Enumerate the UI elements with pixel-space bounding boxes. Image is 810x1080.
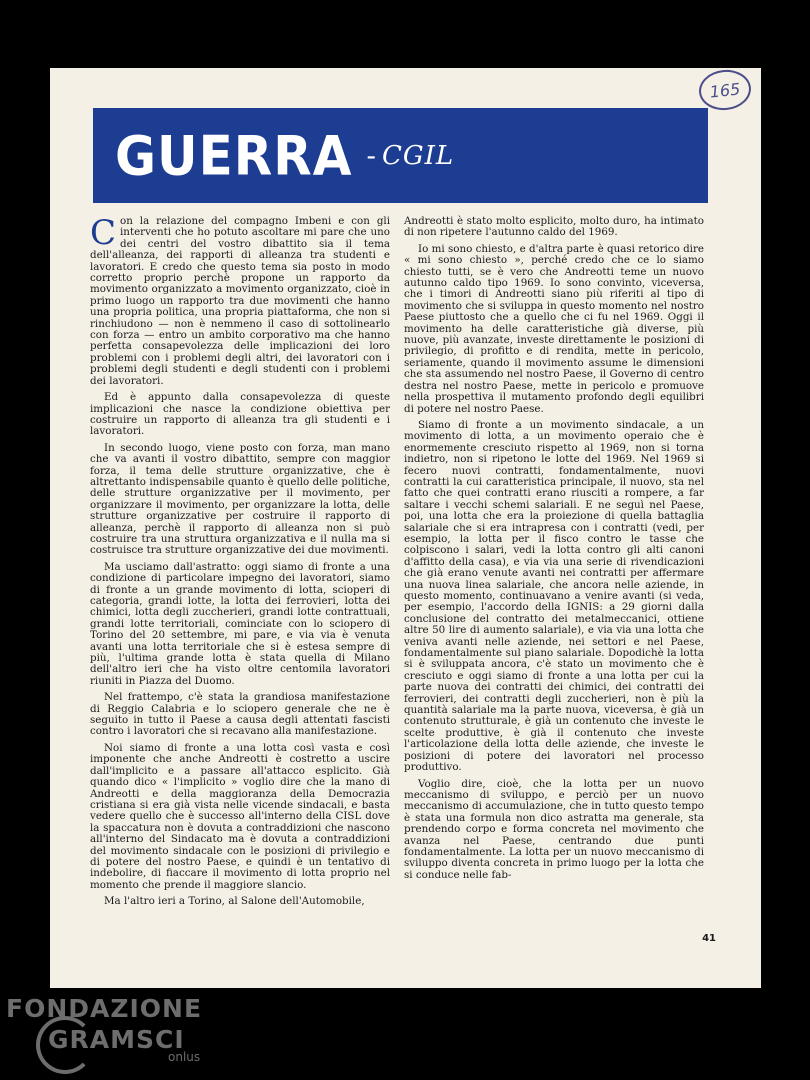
watermark-line2: GRAMSCI [48,1025,185,1054]
article-title: GUERRA [115,124,353,187]
paragraph: Con la relazione del compagno Imbeni e con gli interventi che ho potuto ascoltare mi pare che uno dei centri del vostro dibattito sia il tema dell'alleanza, dei rapporti di alleanza tra studenti e lavoratori. E credo che questo tema sia posto in modo corretto proprio perchè propone un rapporto da movimento organizzato a movimento organizzato, cioè in primo luogo un rapporto tra due movimenti che hanno una propria politica, una propria piattaforma, che non si rinchiudono — non è nemmeno il caso di sottolinearlo con forza — entro un ambito corporativo ma che hanno perfetta consapevolezza delle implicazioni dei loro problemi con i problemi degli altri, dei lavoratori con i problemi degli studenti e degli studenti con i problemi dei lavoratori. [90,213,390,387]
fondazione-gramsci-watermark [6,994,203,1064]
document-page [50,68,761,988]
paragraph: Io mi sono chiesto, e d'altra parte è quasi retorico dire « mi sono chiesto », perché credo che ce lo siamo chiesto tutti, se è vero che Andreotti teme un nuovo autunno caldo tipo 1969. Io sono convinto, viceversa, che i timori di Andreotti siano più riferiti al tipo di movimento che si sviluppa in questo momento nel nostro Paese piuttosto che a quello che ci fu nel 1969. Oggi il movimento ha delle caratteristiche già diverse, più nuove, più avanzate, investe direttamente le posizioni di privilegio, di profitto e di rendita, mette in pericolo, seriamente, quando il movimento assume le dimensioni che sta assumendo nel nostro Paese, il Governo di centro destra nel nostro Paese, mette in pericolo e promuove nella prospettiva il mutamento profondo degli equilibri di potere nel nostro Paese. [404,242,704,415]
watermark-suffix: onlus [168,1050,201,1064]
paragraph: Siamo di fronte a un movimento sindacale, a un movimento di lotta, a un movimento operaio che è enormemente cresciuto rispetto al 1969, non si torna indietro, non si ripetono le lotte del 1969. Nel 1969 si fecero nuovi contratti, fondamentalmente, nuovi contratti la cui caratteristica principale, il nuovo, sta nel fatto che quei contratti erano riusciti a rompere, a far saltare i vecchi schemi salariali. E ne seguì nel Paese, poi, una lotta che era la proiezione di quella battaglia salariale che si era intrapresa con i contratti (vedi, per esempio, la lotta per il fisco contro le tasse che colpiscono i salari, vedi la lotta contro gli alti canoni d'affitto della casa), e via via una serie di rivendicazioni che già erano venute avanti nei contratti per affermare una nuova linea salariale, che ancora nelle aziende, in questo momento, continuavano a venire avanti (si veda, per esempio, l'accordo della IGNIS: a 29 giorni dalla conclusione del contratto dei metalmeccanici, ottiene altre 50 lire di aumento salariale), e via via una lotta che veniva avanti nelle aziende, nei settori e nel Paese, fondamentalmente sul piano salariale. Dopodichè la lotta si è sviluppata ancora, c'è stato un movimento che è cresciuto e oggi siamo di fronte a una lotta per cui la parte nuova dei contratti dei chimici, dei contratti dei ferrovieri, dei contratti degli zuccherieri, non è più la quantità salariale ma la parte nuova, viceversa, è già un contenuto strutturale, è già un contenuto che investe le scelte produttive, è già il contenuto che investe l'articolazione della lotta delle aziende, che investe le posizioni di potere dei lavoratori nel processo produttivo. [404,418,704,774]
left-text-column [90,213,390,913]
article-subtitle: CGIL [381,140,455,171]
paragraph: Ma l'altro ieri a Torino, al Salone dell'Automobile, [104,895,365,908]
paragraph: Voglio dire, cioè, che la lotta per un nuovo meccanismo di sviluppo, e perciò per un nuovo meccanismo di accumulazione, che in tutto questo tempo è stata una formula non dico astratta ma generale, sta prendendo corpo e forma concreta nel movimento che avanza nel Paese, centrando due punti fondamentalmente. La lotta per un nuovo meccanismo di sviluppo diventa concreta in primo luogo per la lotta che si conduce nelle fab- [404,777,704,881]
title-banner [93,108,708,203]
right-text-column [404,216,704,886]
paragraph: Andreotti è stato molto esplicito, molto duro, ha intimato di non ripetere l'autunno caldo del 1969. [404,215,704,239]
paragraph: Ma usciamo dall'astratto: oggi siamo di fronte a una condizione di particolare impegno dei lavoratori, siamo di fronte a un grande movimento di lotta, scioperi di categoria, grandi lotte, la lotta dei ferrovieri, lotta dei chimici, lotta degli zuccherieri, grandi lotte contrattuali, grandi lotte territoriali, cominciate con lo sciopero di Torino del 20 settembre, mi pare, e via via è venuta avanti una lotta territoriale che si è estesa sempre di più, l'ultima grande lotta è stata quella di Milano dell'altro ieri che ha visto oltre centomila lavoratori riuniti in Piazza del Duomo. [90,560,390,687]
paragraph: Nel frattempo, c'è stata la grandiosa manifestazione di Reggio Calabria e lo sciopero generale che ne è seguito in tutto il Paese a causa degli attentati fascisti contro i lavoratori che si recavano alla manifestazione. [90,691,390,738]
dropcap: C [90,213,117,253]
logo-ring-icon [36,1016,94,1074]
paragraph: In secondo luogo, viene posto con forza, man mano che va avanti il vostro dibattito, sempre con maggior forza, il tema delle strutture organizzative, che è altrettanto indispensabile quanto è quello delle politiche, delle strutture organizzative per il movimento, per organizzare il movimento, per organizzare la lotta, delle strutture organizzative per costruire il rapporto di alleanza, perchè il rapporto di alleanza non si può costruire tra una struttura organizzativa e il nulla ma si costruisce tra strutture organizzative dei due movimenti. [90,441,390,557]
handwritten-archive-number: 165 [697,67,753,112]
paragraph: Noi siamo di fronte a una lotta così vasta e così imponente che anche Andreotti è costretto a uscire dall'implicito e a passare all'attacco esplicito. Già quando dico « l'implicito » voglio dire che la mano di Andreotti e della maggioranza della Democrazia cristiana si era già vista nelle vicende sindacali, e basta vedere quello che è successo all'interno della CISL dove la spaccatura non è dovuta a contraddizioni che nascono all'interno del Sindacato ma è dovuta a contraddizioni del movimento sindacale con le posizioni di privilegio e di potere del nostro Paese, e quindi è un tentativo di indebolire, di fiaccare il movimento di lotta proprio nel momento che prende il maggiore slancio. [90,741,390,891]
watermark-line1: FONDAZIONE [6,994,203,1023]
paragraph: Ed è appunto dalla consapevolezza di queste implicazioni che nasce la condizione obiettiva per costruire un rapporto di alleanza tra gli studenti e i lavoratori. [90,391,390,438]
page-number: 41 [702,933,716,944]
title-separator: - [366,139,376,172]
